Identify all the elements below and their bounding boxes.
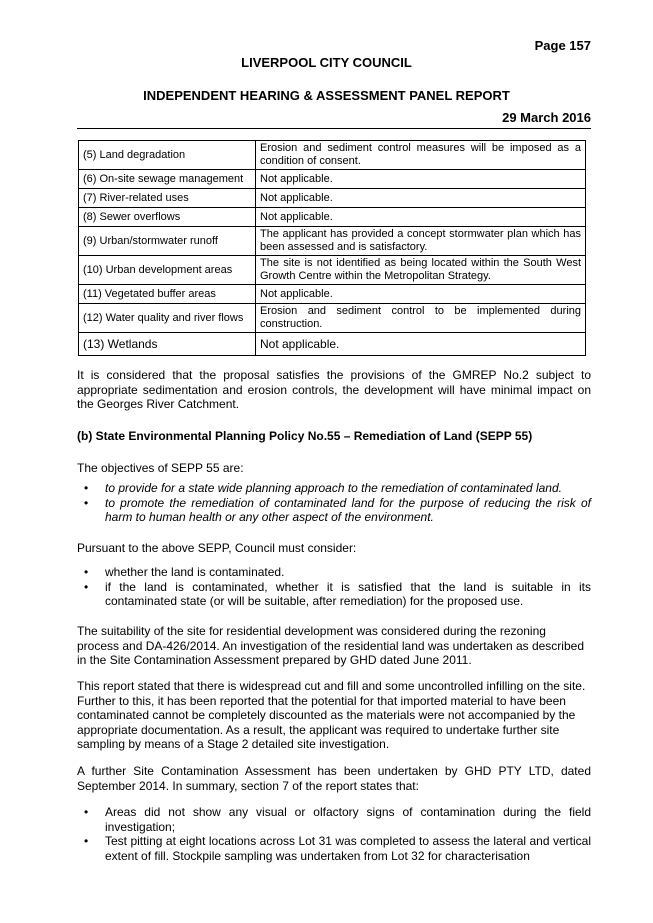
suitability-paragraph: The suitability of the site for residential development was considered during the rezoning process and DA-426/2014. An investigation of the residential land was undertaken as described in the Site Contamination Assessment prepared by GHD dated June 2011. [77,624,584,668]
bullet-icon: • [84,495,89,510]
findings-list [77,805,591,863]
list-item [77,481,591,496]
table-cell-item: (6) On-site sewage management [79,170,256,189]
list-item-text: if the land is contaminated, whether it is satisfied that the land is suitable in its contaminated state (or will be suitable, after remediation) for the proposed use. [105,579,591,609]
table-row [79,170,586,189]
table-cell-comment: Erosion and sediment control measures will be imposed as a condition of consent. [256,141,586,170]
list-item-text: Areas did not show any visual or olfactory signs of contamination during the field investigation; [105,805,591,834]
section-heading-sepp55: (b) State Environmental Planning Policy No.55 – Remediation of Land (SEPP 55) [77,429,533,443]
gmrep-table [78,140,586,356]
further-assessment-paragraph: A further Site Contamination Assessment has been undertaken by GHD PTY LTD, dated September 2014. In summary, section 7 of the report states that: [77,764,591,793]
list-item [77,580,591,609]
table-row [79,227,586,256]
council-name: LIVERPOOL CITY COUNCIL [241,55,412,70]
table-row [79,333,586,356]
header-rule [77,128,591,129]
considerations-list [77,565,591,609]
table-cell-comment: Erosion and sediment control to be implemented during construction. [256,304,586,333]
bullet-icon: • [84,579,89,594]
bullet-icon: • [84,834,89,849]
table-cell-comment: Not applicable. [256,333,586,356]
table-cell-item: (9) Urban/stormwater runoff [79,227,256,256]
table-row [79,189,586,208]
table-cell-comment: The applicant has provided a concept stormwater plan which has been assessed and is satisfactory. [256,227,586,256]
report-date: 29 March 2016 [502,110,591,125]
table-cell-item: (7) River-related uses [79,189,256,208]
table-row [79,141,586,170]
table-cell-item: (8) Sewer overflows [79,208,256,227]
bullet-icon: • [84,565,89,579]
table-cell-comment: The site is not identified as being located within the South West Growth Centre within the Metropolitan Strategy. [256,256,586,285]
table-row [79,304,586,333]
bullet-icon: • [84,805,89,819]
report-title: INDEPENDENT HEARING & ASSESSMENT PANEL REPORT [143,88,510,103]
table-row [79,208,586,227]
list-item [77,565,591,580]
table-cell-comment: Not applicable. [256,170,586,189]
bullet-icon: • [84,481,89,495]
table-row [79,285,586,304]
list-item-text: Test pitting at eight locations across Lot 31 was completed to assess the lateral and vertical extent of fill. Stockpile sampling was undertaken from Lot 32 for characterisation [105,834,591,863]
table-cell-item: (12) Water quality and river flows [79,304,256,333]
table-cell-comment: Not applicable. [256,285,586,304]
table-cell-item: (11) Vegetated buffer areas [79,285,256,304]
list-item-text: to promote the remediation of contaminated land for the purpose of reducing the risk of harm to human health or any other aspect of the environment. [105,495,591,525]
list-item [77,496,591,525]
table-row [79,256,586,285]
consider-intro: Pursuant to the above SEPP, Council must consider: [77,541,357,555]
objectives-intro: The objectives of SEPP 55 are: [77,461,244,475]
table-cell-item: (10) Urban development areas [79,256,256,285]
list-item [77,805,591,834]
list-item-text: to provide for a state wide planning approach to the remediation of contaminated land. [105,481,562,495]
objectives-list [77,481,591,525]
table-cell-item: (5) Land degradation [79,141,256,170]
table-cell-item: (13) Wetlands [79,333,256,356]
page-number: Page 157 [534,38,591,53]
gmrep-conclusion-paragraph: It is considered that the proposal satisfies the provisions of the GMREP No.2 subject to appropriate sedimentation and erosion controls, the development will have minimal impact on the Georges River Catchment. [77,368,591,412]
report-paragraph: This report stated that there is widespread cut and fill and some uncontrolled infilling on the site. Further to this, it has been reported that the potential for that imported material to have been contaminated cannot be completely discounted as the materials were not accompanied by the appropriate documentation. As a result, the applicant was required to undertake further site sampling by means of a Stage 2 detailed site investigation. [77,679,586,752]
table-cell-comment: Not applicable. [256,189,586,208]
list-item [77,834,591,863]
table-cell-comment: Not applicable. [256,208,586,227]
list-item-text: whether the land is contaminated. [105,565,285,579]
